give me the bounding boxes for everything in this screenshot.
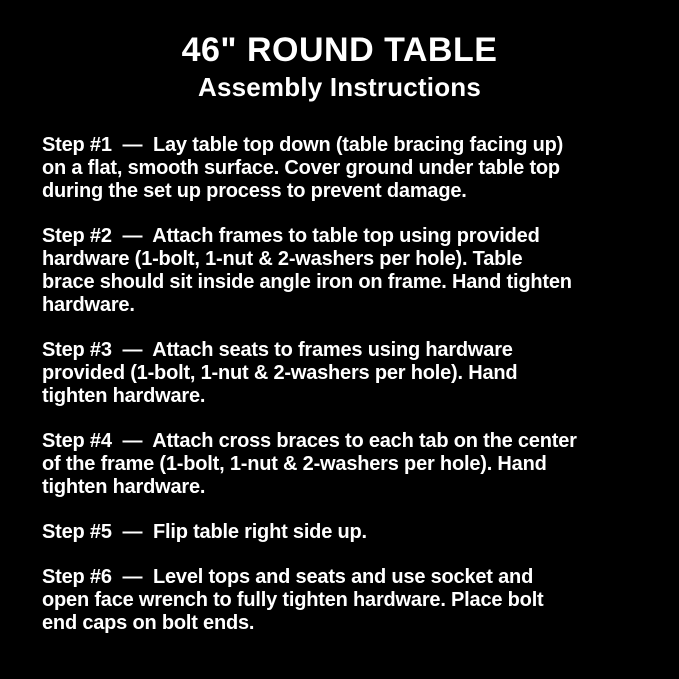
- step-1-line: on a flat, smooth surface. Cover ground under table top: [42, 157, 560, 179]
- step-3-line: tighten hardware.: [42, 385, 206, 407]
- step-5-line: Step #5 — Flip table right side up.: [42, 521, 367, 543]
- page-subtitle: Assembly Instructions: [197, 72, 482, 102]
- step-1-line: during the set up process to prevent damage.: [42, 180, 467, 202]
- step-6-line: end caps on bolt ends.: [42, 612, 255, 634]
- step-2-line: brace should sit inside angle iron on frame. Hand tighten: [42, 271, 572, 293]
- step-6-line: Step #6 — Level tops and seats and use socket and: [42, 566, 534, 588]
- step-4-line: tighten hardware.: [42, 476, 206, 498]
- instructions-list: [0, 104, 679, 635]
- step-6-paragraph: [42, 566, 649, 635]
- step-4-paragraph: [42, 430, 649, 499]
- step-3-line: provided (1-bolt, 1-nut & 2-washers per hole). Hand: [42, 362, 518, 384]
- step-1-line: Step #1 — Lay table top down (table bracing facing up): [42, 134, 564, 156]
- step-5-paragraph: [42, 521, 649, 544]
- step-4-line: Step #4 — Attach cross braces to each tab on the center: [42, 430, 577, 452]
- step-6-line: open face wrench to fully tighten hardware. Place bolt: [42, 589, 544, 611]
- step-2-line: hardware.: [42, 294, 135, 316]
- header: [0, 0, 679, 104]
- step-4-line: of the frame (1-bolt, 1-nut & 2-washers per hole). Hand: [42, 453, 547, 475]
- step-3-paragraph: [42, 339, 649, 408]
- step-1-paragraph: [42, 134, 649, 203]
- step-2-line: Step #2 — Attach frames to table top using provided: [42, 225, 540, 247]
- page-title: 46" ROUND TABLE: [181, 31, 498, 69]
- step-2-paragraph: [42, 225, 649, 317]
- step-3-line: Step #3 — Attach seats to frames using hardware: [42, 339, 513, 361]
- step-2-line: hardware (1-bolt, 1-nut & 2-washers per hole). Table: [42, 248, 523, 270]
